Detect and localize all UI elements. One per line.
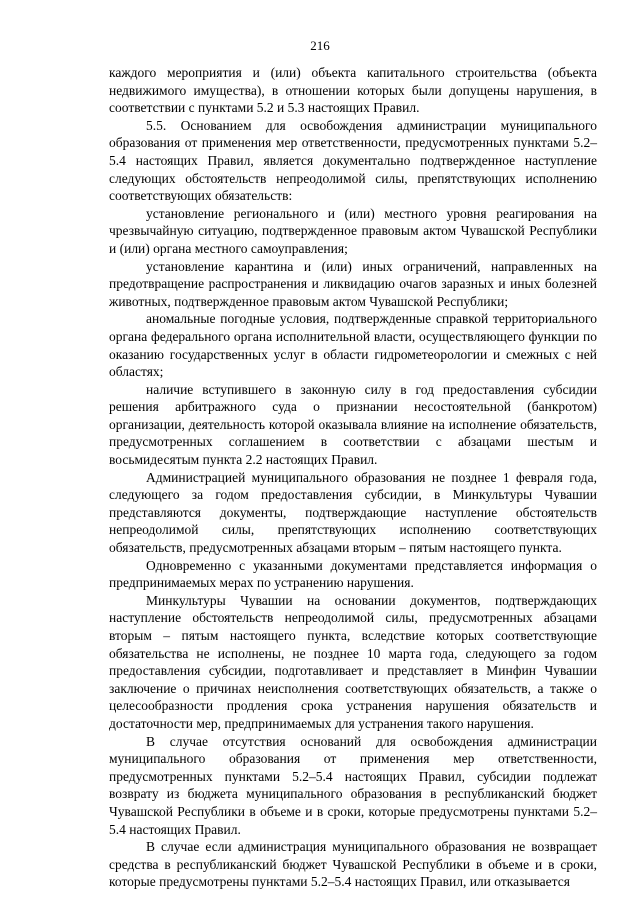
paragraph: Администрацией муниципального образования не позднее 1 февраля года, следующего за годом предоставления субсидии, в Минкультуры Чувашии представляются документы, подтверждающие наступление обстоятельств непреодолимой силы, препятствующих исполнению соответствующих обязательств, предусмотренных абзацами вторым – пятым настоящего пункта. bbox=[109, 469, 597, 556]
paragraph: Одновременно с указанными документами представляется информация о предпринимаемых мерах по устранению нарушения. bbox=[109, 557, 597, 591]
document-body bbox=[109, 64, 597, 891]
paragraph: установление карантина и (или) иных ограничений, направленных на предотвращение распространения и ликвидацию очагов заразных и иных болезней животных, подтвержденное правовым актом Чувашской Республики; bbox=[109, 258, 597, 309]
paragraph: установление регионального и (или) местного уровня реагирования на чрезвычайную ситуацию, подтвержденное правовым актом Чувашской Республики и (или) органа местного самоуправления; bbox=[109, 205, 597, 256]
paragraph: каждого мероприятия и (или) объекта капитального строительства (объекта недвижимого имущества), в отношении которых были допущены нарушения, в соответствии с пунктами 5.2 и 5.3 настоящих Правил. bbox=[109, 65, 597, 116]
paragraph: наличие вступившего в законную силу в год предоставления субсидии решения арбитражного суда о признании несостоятельной (банкротом) организации, деятельность которой оказывала влияние на исполнение обязательств, предусмотренных соглашением в соответствии с абзацами шестым и восьмидесятым пункта 2.2 настоящих Правил. bbox=[109, 381, 597, 468]
paragraph: 5.5. Основанием для освобождения администрации муниципального образования от применения мер ответственности, предусмотренных пунктами 5.2–5.4 настоящих Правил, является документально подтвержденное наступление следующих обстоятельств непреодолимой силы, препятствующих исполнению соответствующих обязательств: bbox=[109, 117, 597, 204]
paragraph: Минкультуры Чувашии на основании документов, подтверждающих наступление обстоятельств непреодолимой силы, предусмотренных абзацами вторым – пятым настоящего пункта, вследствие которых соответствующие обязательства не исполнены, не позднее 10 марта года, следующего за годом предоставления субсидии, подготавливает и представляет в Минфин Чувашии заключение о причинах неисполнения соответствующих обязательств, а также о целесообразности продления срока устранения нарушения обязательств и достаточности мер, предпринимаемых для устранения такого нарушения. bbox=[109, 592, 597, 731]
page-number: 216 bbox=[310, 38, 330, 53]
paragraph: В случае если администрация муниципального образования не возвращает средства в республиканский бюджет Чувашской Республики в объеме и в сроки, которые предусмотрены пунктами 5.2–5.4 настоящих Правил, или отказывается bbox=[109, 839, 597, 890]
paragraph: В случае отсутствия оснований для освобождения администрации муниципального образования от применения мер ответственности, предусмотренных пунктами 5.2–5.4 настоящих Правил, субсидии подлежат возврату из бюджета муниципального образования в республиканский бюджет Чувашской Республики в объеме и в сроки, которые предусмотрены пунктами 5.2–5.4 настоящих Правил. bbox=[109, 733, 597, 837]
paragraph: аномальные погодные условия, подтвержденные справкой территориального органа федерального органа исполнительной власти, осуществляющего функции по оказанию государственных услуг в области гидрометеорологии и смежных с ней областях; bbox=[109, 311, 597, 380]
